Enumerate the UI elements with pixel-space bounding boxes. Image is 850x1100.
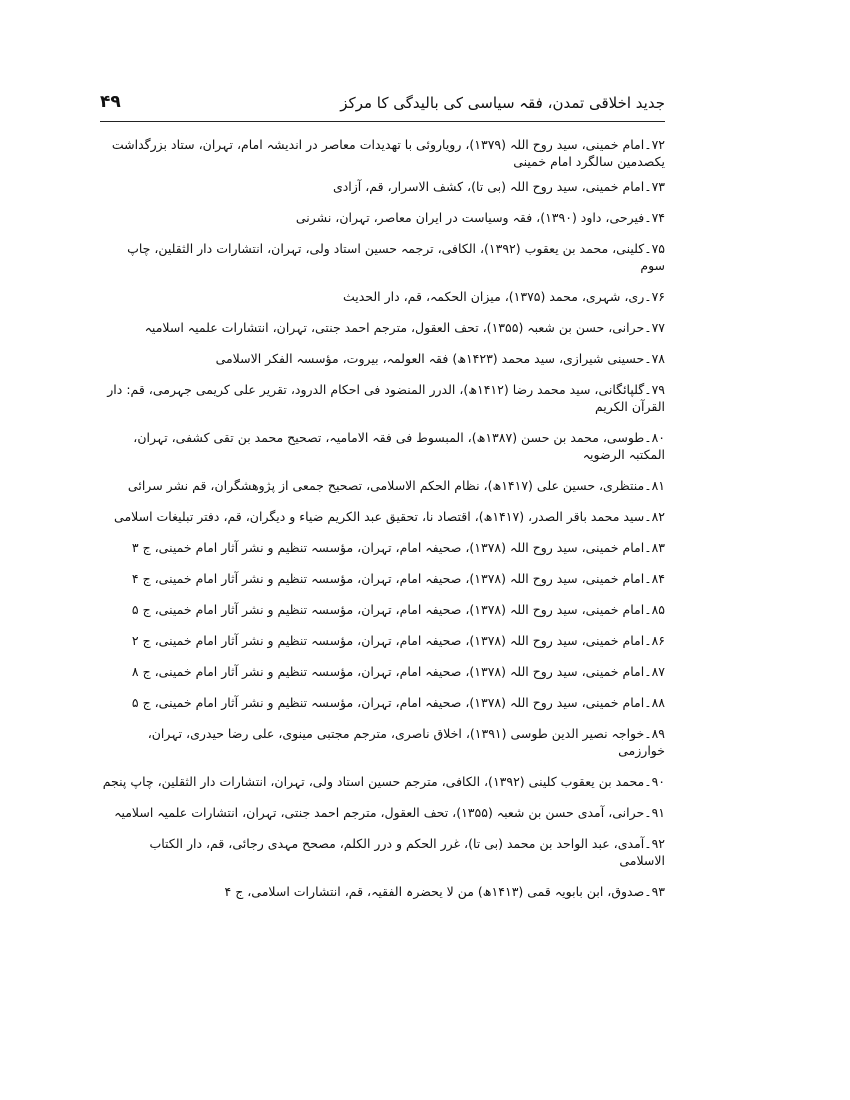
reference-item: ۷۴۔فیرحی، داود (۱۳۹۰)، فقہ وسیاست در ایران معاصر، تہران، نشرنی [295, 210, 665, 225]
page-number: ۴۹ [100, 92, 121, 112]
running-header-title: جدید اخلاقی تمدن، فقہ سیاسی کی بالیدگی کا مرکز [340, 94, 665, 112]
reference-item: ۸۹۔خواجہ نصیر الدین طوسی (۱۳۹۱)، اخلاق ناصری، مترجم مجتبی مینوی، علی رضا حیدری، تہران، خوارزمی [147, 726, 665, 758]
reference-item: ۷۶۔ری، شہری، محمد (۱۳۷۵)، میزان الحکمہ، قم، دار الحدیث [342, 289, 665, 304]
reference-item: ۸۷۔امام خمینی، سید روح اللہ (۱۳۷۸)، صحیفہ امام، تہران، مؤسسہ تنظیم و نشر آثار امام خمینی، ج ۸ [131, 664, 665, 679]
reference-item: ۸۴۔امام خمینی، سید روح اللہ (۱۳۷۸)، صحیفہ امام، تہران، مؤسسہ تنظیم و نشر آثار امام خمینی، ج ۴ [131, 571, 665, 586]
reference-item: ۸۰۔طوسی، محمد بن حسن (۱۳۸۷ھ)، المبسوط فی فقہ الامامیہ، تصحیح محمد بن تقی کشفی، تہران، المکتبہ الرضویہ [133, 430, 665, 462]
reference-item: ۷۲۔امام خمینی، سید روح اللہ (۱۳۷۹)، رویاروئی با تهدیدات معاصر در اندیشہ امام، تہران، ستاد بزرگداشت یکصدمین سالگرد امام خمینی [111, 137, 665, 169]
reference-item: ۷۵۔کلینی، محمد بن یعقوب (۱۳۹۲)، الکافی، ترجمہ حسین استاد ولی، تہران، انتشارات دار الثقلین، چاپ سوم [127, 241, 665, 273]
reference-item: ۸۸۔امام خمینی، سید روح اللہ (۱۳۷۸)، صحیفہ امام، تہران، مؤسسہ تنظیم و نشر آثار امام خمینی، ج ۵ [131, 695, 665, 710]
reference-item: ۸۶۔امام خمینی، سید روح اللہ (۱۳۷۸)، صحیفہ امام، تہران، مؤسسہ تنظیم و نشر آثار امام خمینی، ج ۲ [131, 633, 665, 648]
reference-item: ۹۱۔حرانی، آمدی حسن بن شعبہ (۱۳۵۵)، تحف العقول، مترجم احمد جنتی، تہران، انتشارات علمیہ اسلامیہ [114, 805, 665, 820]
reference-item: ۹۲۔آمدی، عبد الواحد بن محمد (بی تا)، غرر الحکم و درر الکلم، مصحح مہدی رجائی، قم، دار الکتاب الاسلامی [149, 836, 665, 868]
reference-item: ۸۲۔سید محمد باقر الصدر، (۱۴۱۷ھ)، اقتصاد نا، تحقیق عبد الکریم ضیاء و دیگران، قم، دفتر تبلیغات اسلامی [114, 509, 665, 524]
reference-item: ۷۷۔حرانی، حسن بن شعبہ (۱۳۵۵)، تحف العقول، مترجم احمد جنتی، تہران، انتشارات علمیہ اسلامیہ [144, 320, 665, 335]
reference-item: ۹۰۔محمد بن یعقوب کلینی (۱۳۹۲)، الکافی، مترجم حسین استاد ولی، تہران، انتشارات دار الثقلین، چاپ پنجم [102, 774, 665, 789]
reference-item: ۷۹۔گلپائگانی، سید محمد رضا (۱۴۱۲ھ)، الدرر المنضود فی احکام الدرود، تقریر علی کریمی جہرمی، قم: دار القرآن الکریم [107, 382, 665, 414]
reference-item: ۸۳۔امام خمینی، سید روح اللہ (۱۳۷۸)، صحیفہ امام، تہران، مؤسسہ تنظیم و نشر آثار امام خمینی، ج ۳ [131, 540, 665, 555]
reference-item: ۸۱۔منتظری، حسین علی (۱۴۱۷ھ)، نظام الحکم الاسلامی، تصحیح جمعی از پژوهشگران، قم نشر سرائی [127, 478, 665, 493]
reference-item: ۷۳۔امام خمینی، سید روح اللہ (بی تا)، کشف الاسرار، قم، آزادی [332, 179, 665, 194]
running-header [100, 88, 665, 120]
reference-item: ۷۸۔حسینی شیرازی، سید محمد (۱۴۲۳ھ) فقہ العولمہ، بیروت، مؤسسہ الفکر الاسلامی [215, 351, 665, 366]
reference-item: ۸۵۔امام خمینی، سید روح اللہ (۱۳۷۸)، صحیفہ امام، تہران، مؤسسہ تنظیم و نشر آثار امام خمینی، ج ۵ [131, 602, 665, 617]
reference-list [100, 136, 665, 914]
header-divider [100, 121, 665, 122]
reference-item: ۹۳۔صدوق، ابن بابویہ قمی (۱۴۱۳ھ) من لا یحضرہ الفقیہ، قم، انتشارات اسلامی، ج ۴ [224, 884, 665, 899]
